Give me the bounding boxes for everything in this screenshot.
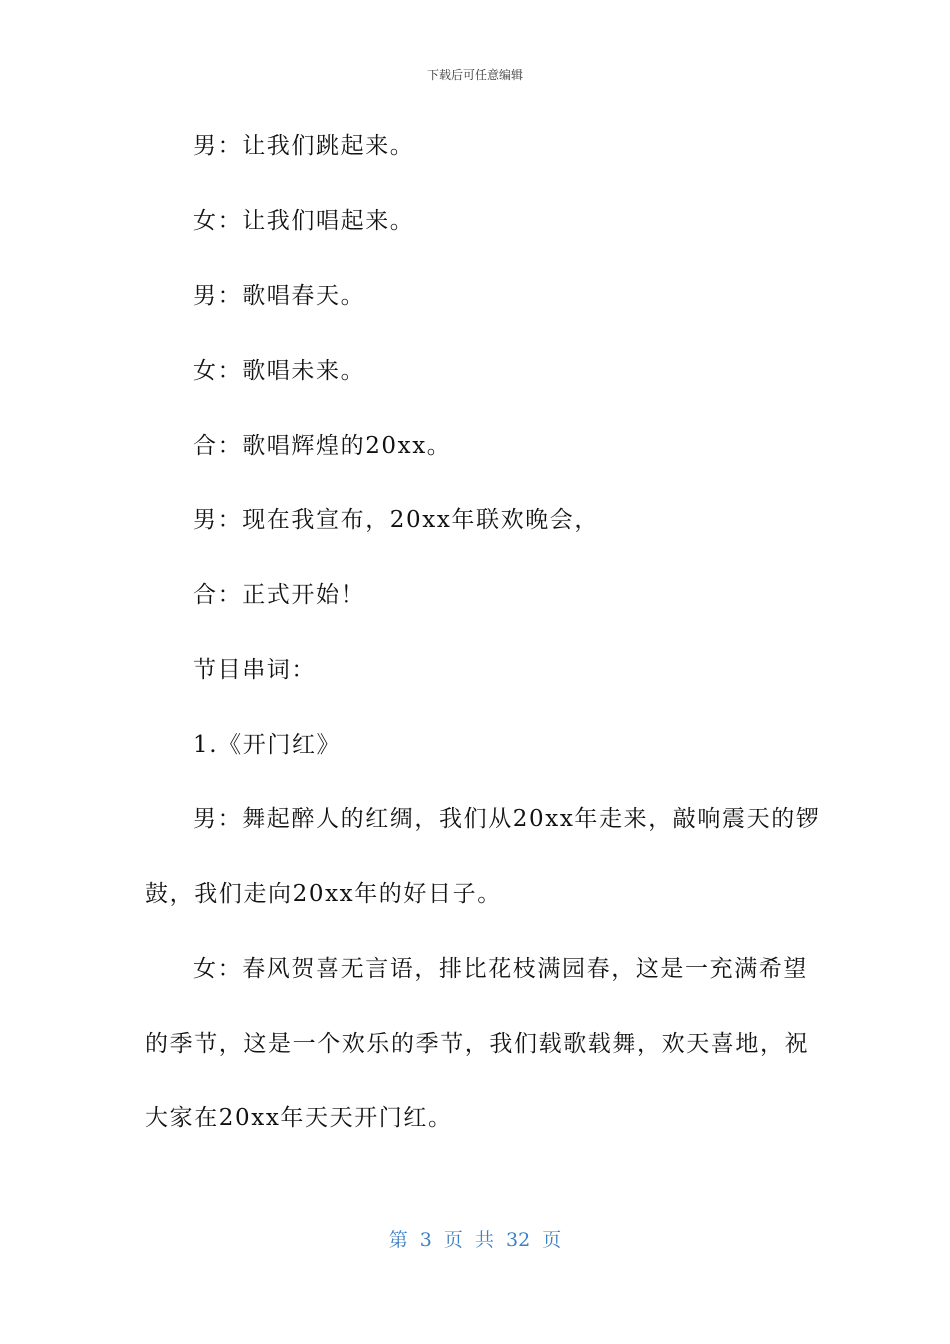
section-heading: 节目串词： xyxy=(193,657,316,683)
dialogue-line: 男：现在我宣布，20xx年联欢晚会， xyxy=(193,507,600,533)
dialogue-line: 合：正式开始！ xyxy=(193,582,366,608)
dialogue-line: 男：让我们跳起来。 xyxy=(193,133,415,159)
paragraph-line: 女：春风贺喜无言语，排比花枝满园春，这是一充满希望 xyxy=(193,956,808,982)
page-number: 第 3 页 共 32 页 xyxy=(388,1229,562,1251)
dialogue-line: 女：歌唱未来。 xyxy=(193,358,366,384)
dialogue-line: 女：让我们唱起来。 xyxy=(193,208,415,234)
paragraph-line: 的季节，这是一个欢乐的季节，我们载歌载舞，欢天喜地，祝 xyxy=(145,1031,810,1057)
paragraph-line: 大家在20xx年天天开门红。 xyxy=(145,1105,453,1131)
dialogue-line: 男：歌唱春天。 xyxy=(193,283,366,309)
program-title: 1.《开门红》 xyxy=(193,732,342,758)
paragraph-line: 男：舞起醉人的红绸，我们从20xx年走来，敲响震天的锣 xyxy=(193,806,821,832)
header-note: 下载后可任意编辑 xyxy=(426,68,523,82)
paragraph-line: 鼓，我们走向20xx年的好日子。 xyxy=(145,881,502,907)
dialogue-line: 合：歌唱辉煌的20xx。 xyxy=(193,433,452,459)
